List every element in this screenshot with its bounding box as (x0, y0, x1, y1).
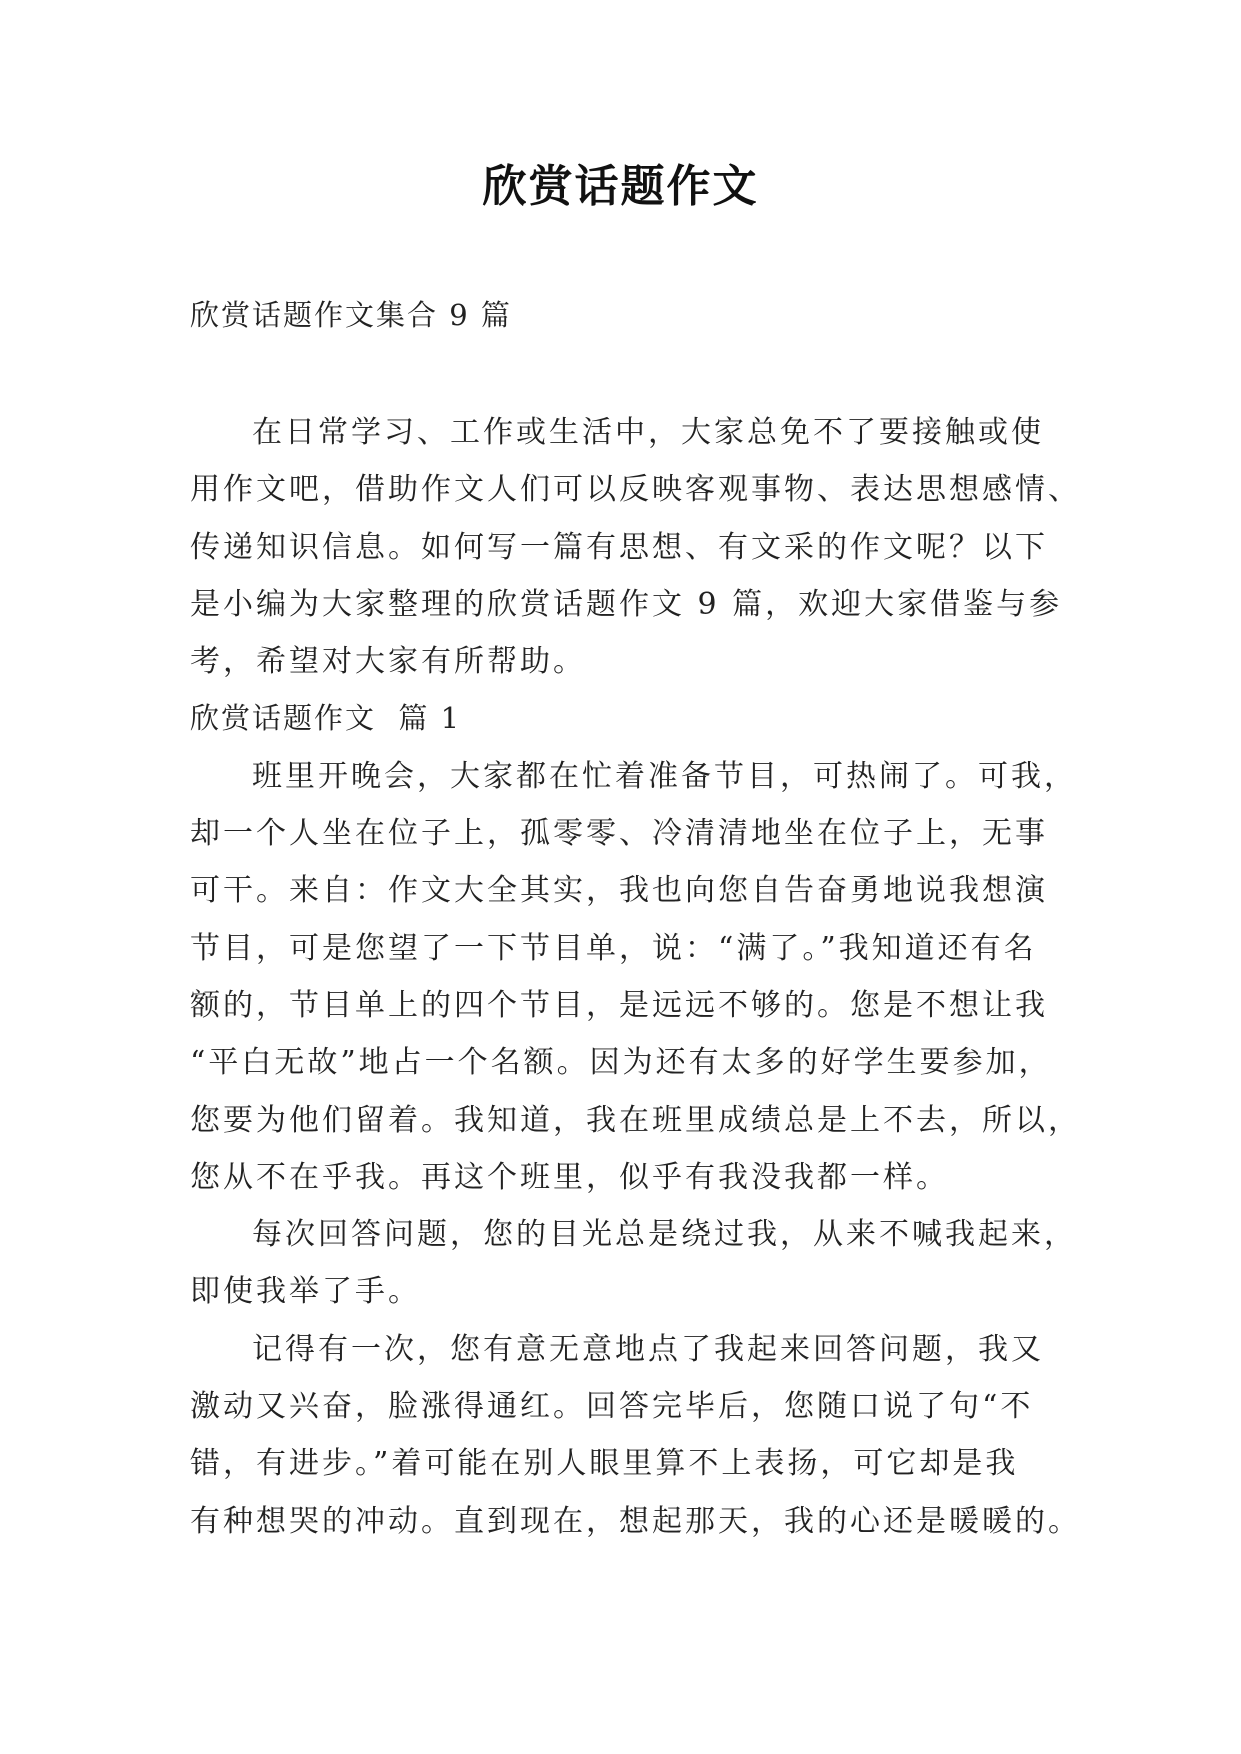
text-line: 传递知识信息。如何写一篇有思想、有文采的作文呢？以下 (190, 529, 1048, 565)
intro-paragraph (190, 404, 1081, 690)
text-line: 却一个人坐在位子上，孤零零、冷清清地坐在位子上，无事 (190, 816, 1048, 852)
body-paragraph (190, 1321, 1081, 1550)
text-line: 用作文吧，借助作文人们可以反映客观事物、表达思想感情、 (190, 472, 1081, 508)
text-line: 班里开晚会，大家都在忙着准备节目，可热闹了。可我， (252, 758, 1077, 794)
body-paragraph (190, 1206, 1077, 1321)
body-paragraph (190, 748, 1081, 1206)
document-title: 欣赏话题作文 (482, 161, 759, 212)
text-line: 有种想哭的冲动。直到现在，想起那天，我的心还是暖暖的。 (190, 1503, 1081, 1539)
text-line: “平白无故”地占一个名额。因为还有太多的好学生要参加， (190, 1045, 1052, 1081)
text-line: 您从不在乎我。再这个班里，似乎有我没我都一样。 (190, 1159, 949, 1195)
document-subtitle: 欣赏话题作文集合 9 篇 (190, 298, 512, 332)
text-line: 错，有进步。”着可能在别人眼里算不上表扬，可它却是我 (190, 1446, 1019, 1482)
text-line: 即使我举了手。 (190, 1274, 421, 1310)
text-line: 是小编为大家整理的欣赏话题作文 9 篇，欢迎大家借鉴与参 (190, 586, 1063, 622)
section-heading: 欣赏话题作文 篇 1 (190, 701, 462, 736)
text-line: 记得有一次，您有意无意地点了我起来回答问题，我又 (252, 1331, 1044, 1367)
document-body (190, 404, 1081, 1550)
text-line: 可干。来自：作文大全其实，我也向您自告奋勇地说我想演 (190, 873, 1048, 909)
text-line: 每次回答问题，您的目光总是绕过我，从来不喊我起来， (252, 1217, 1077, 1253)
text-line: 额的，节目单上的四个节目，是远远不够的。您是不想让我 (190, 987, 1048, 1023)
text-line: 在日常学习、工作或生活中，大家总免不了要接触或使 (252, 415, 1044, 450)
text-line: 考，希望对大家有所帮助。 (190, 644, 586, 680)
text-line: 节目，可是您望了一下节目单，说：“满了。”我知道还有名 (190, 930, 1037, 966)
text-line: 激动又兴奋，脸涨得通红。回答完毕后，您随口说了句“不 (190, 1389, 1034, 1425)
text-line: 您要为他们留着。我知道，我在班里成绩总是上不去，所以， (190, 1102, 1081, 1138)
